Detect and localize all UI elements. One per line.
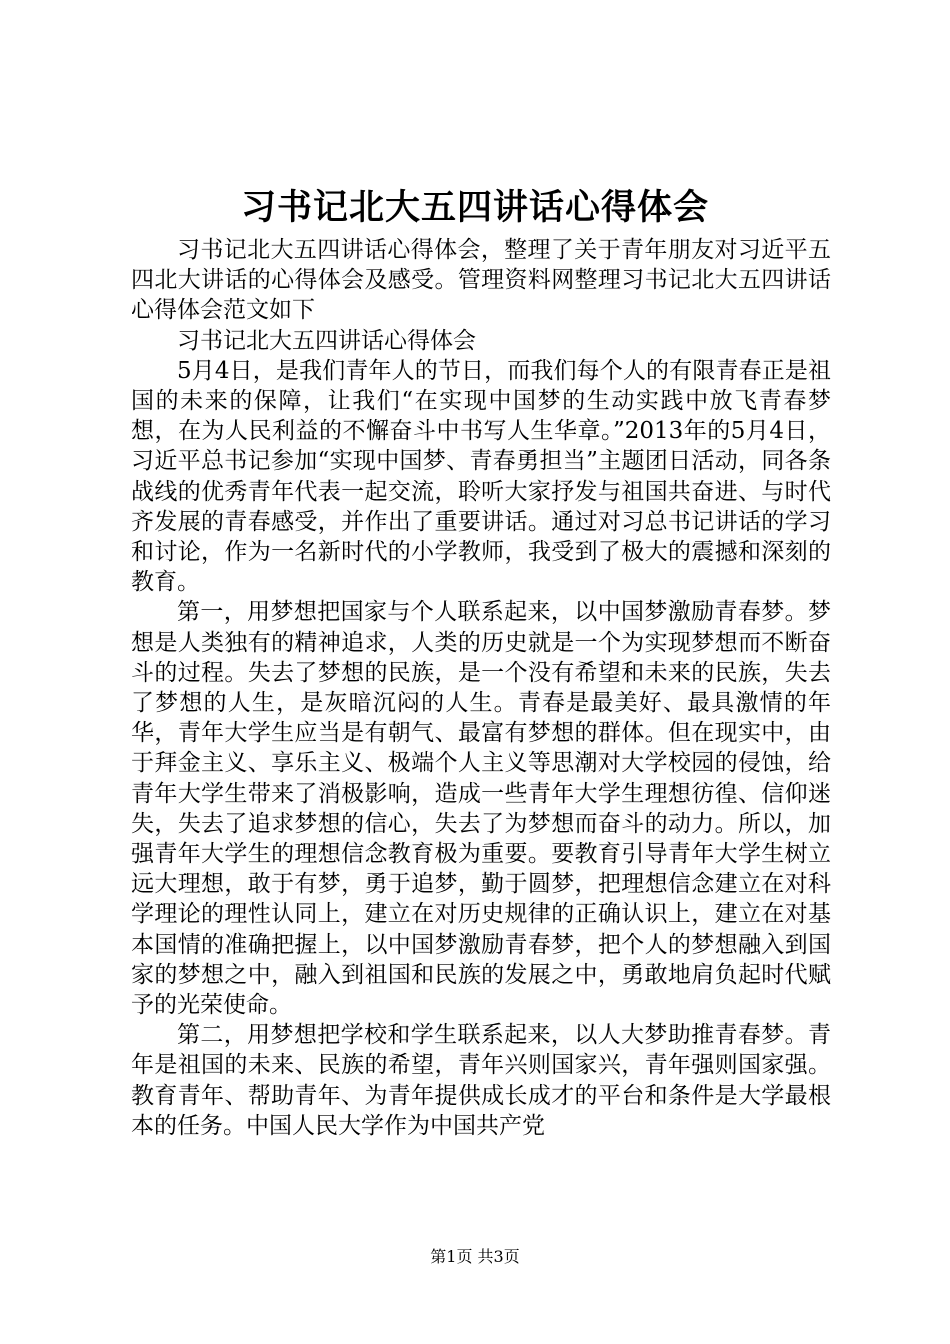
page-number-footer: 第1页 共3页 (430, 1247, 520, 1266)
paragraph-may-fourth: 5月4日，是我们青年人的节日，而我们每个人的有限青春正是祖国的未来的保障，让我们“在实现中国梦的生动实践中放飞青春梦想，在为人民利益的不懈奋斗中书写人生华章。”2013年的5月4日，习近平总书记参加“实现中国梦、青春勇担当”主题团日活动，同各条战线的优秀青年代表一起交流，聆听大家抒发与祖国共奋进、与时代齐发展的青春感受，并作出了重要讲话。通过对习总书记讲话的学习和讨论，作为一名新时代的小学教师，我受到了极大的震撼和深刻的教育。 (131, 357, 831, 596)
paragraph-intro: 习书记北大五四讲话心得体会，整理了关于青年朋友对习近平五四北大讲话的心得体会及感受。管理资料网整理习书记北大五四讲话心得体会范文如下 (131, 237, 831, 324)
paragraph-second-point: 第二，用梦想把学校和学生联系起来，以人大梦助推青春梦。青年是祖国的未来、民族的希望，青年兴则国家兴，青年强则国家强。教育青年、帮助青年、为青年提供成长成才的平台和条件是大学最根本的任务。中国人民大学作为中国共产党 (131, 1022, 831, 1139)
document-title: 习书记北大五四讲话心得体会 (240, 187, 709, 228)
paragraph-subtitle: 习书记北大五四讲话心得体会 (177, 327, 476, 354)
document-body (131, 235, 831, 1141)
paragraph-first-point: 第一，用梦想把国家与个人联系起来，以中国梦激励青春梦。梦想是人类独有的精神追求，人类的历史就是一个为实现梦想而不断奋斗的过程。失去了梦想的民族，是一个没有希望和未来的民族，失去了梦想的人生，是灰暗沉闷的人生。青春是最美好、最具激情的年华，青年大学生应当是有朝气、最富有梦想的群体。但在现实中，由于拜金主义、享乐主义、极端个人主义等思潮对大学校园的侵蚀，给青年大学生带来了消极影响，造成一些青年大学生理想彷徨、信仰迷失，失去了追求梦想的信心，失去了为梦想而奋斗的动力。所以，加强青年大学生的理想信念教育极为重要。要教育引导青年大学生树立远大理想，敢于有梦，勇于追梦，勤于圆梦，把理想信念建立在对科学理论的理性认同上，建立在对历史规律的正确认识上，建立在对基本国情的准确把握上，以中国梦激励青春梦，把个人的梦想融入到国家的梦想之中，融入到祖国和民族的发展之中，勇敢地肩负起时代赋予的光荣使命。 (131, 599, 831, 1019)
